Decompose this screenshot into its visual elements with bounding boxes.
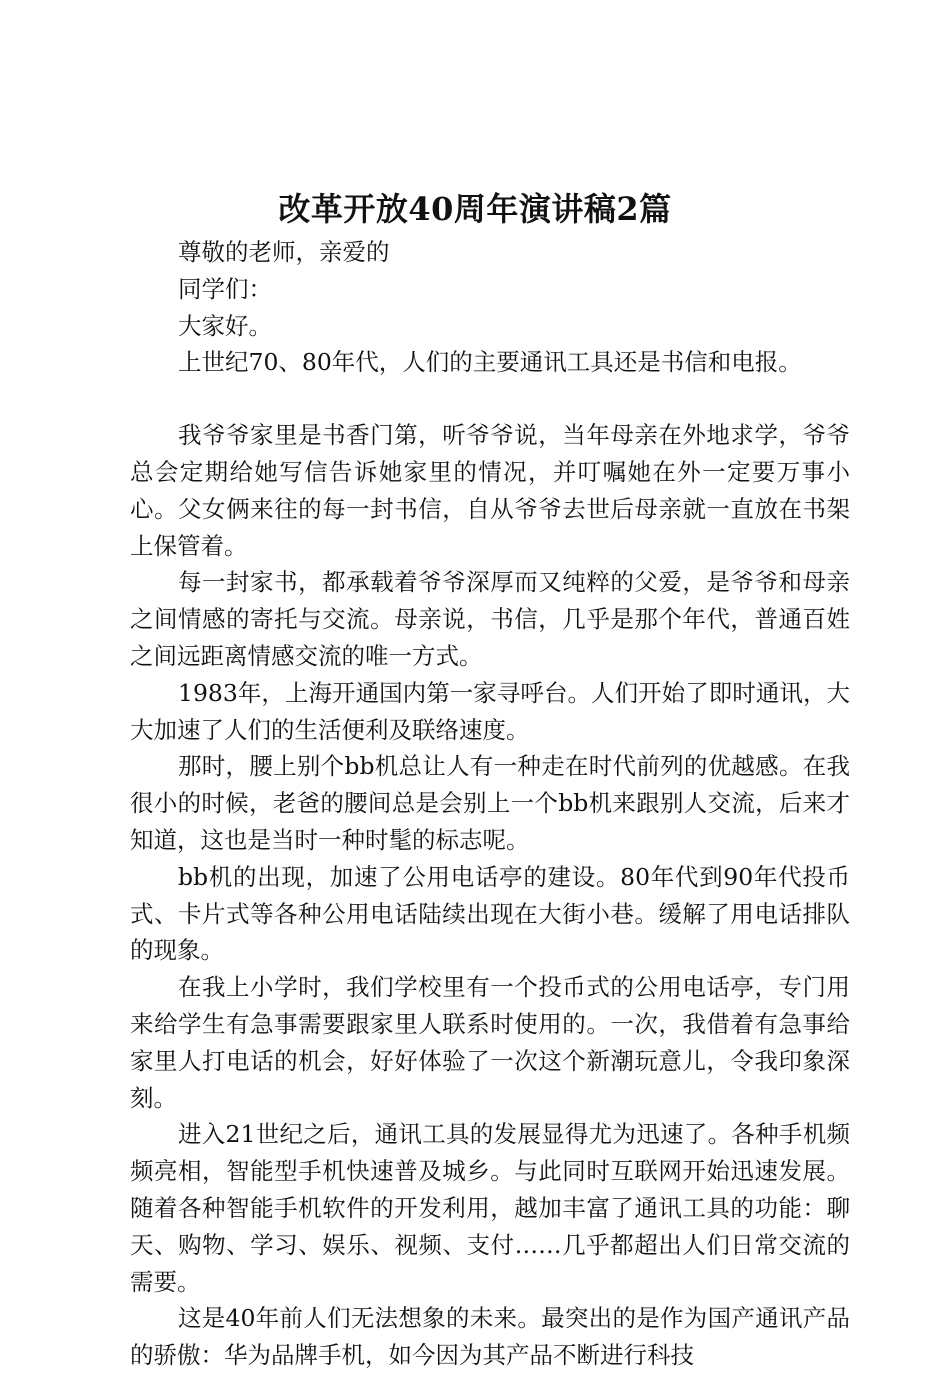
document-title: 改革开放40周年演讲稿2篇 <box>278 190 672 228</box>
paragraph-intro: 上世纪70、80年代，人们的主要通讯工具还是书信和电报。 <box>178 348 802 377</box>
paragraph-school-phone: 在我上小学时，我们学校里有一个投币式的公用电话亭，专门用来给学生有急事需要跟家里人联系时使用的。一次，我借着有急事给家里人打电话的机会，好好体验了一次这个新潮玩意儿，令我印象深刻。 <box>130 973 850 1112</box>
paragraph-huawei: 这是40年前人们无法想象的未来。最突出的是作为国产通讯产品的骄傲：华为品牌手机，如今因为其产品不断进行科技 <box>130 1304 850 1370</box>
document-body <box>130 234 850 1374</box>
paragraph-greeting-1: 尊敬的老师，亲爱的 <box>178 238 390 266</box>
paragraph-bb-pager: 那时，腰上别个bb机总让人有一种走在时代前列的优越感。在我很小的时候，老爸的腰间总是会别上一个bb机来跟别人交流，后来才知道，这也是当时一种时髦的标志呢。 <box>130 752 850 854</box>
paragraph-smartphones: 进入21世纪之后，通讯工具的发展显得尤为迅速了。各种手机频频亮相，智能型手机快速普及城乡。与此同时互联网开始迅速发展。随着各种智能手机软件的开发利用，越加丰富了通讯工具的功能：聊天、购物、学习、娱乐、视频、支付……几乎都超出人们日常交流的需要。 <box>130 1120 850 1296</box>
paragraph-phone-booth: bb机的出现，加速了公用电话亭的建设。80年代到90年代投币式、卡片式等各种公用电话陆续出现在大街小巷。缓解了用电话排队的现象。 <box>130 862 850 965</box>
paragraph-letters: 每一封家书，都承载着爷爷深厚而又纯粹的父爱，是爷爷和母亲之间情感的寄托与交流。母亲说，书信，几乎是那个年代，普通百姓之间远距离情感交流的唯一方式。 <box>130 568 850 670</box>
paragraph-grandfather: 我爷爷家里是书香门第，听爷爷说，当年母亲在外地求学，爷爷总会定期给她写信告诉她家里的情况，并叮嘱她在外一定要万事小心。父女俩来往的每一封书信，自从爷爷去世后母亲就一直放在书架上保管着。 <box>130 421 850 560</box>
paragraph-pager-station: 1983年，上海开通国内第一家寻呼台。人们开始了即时通讯，大大加速了人们的生活便利及联络速度。 <box>130 678 850 744</box>
paragraph-greeting-3: 大家好。 <box>178 311 272 340</box>
paragraph-greeting-2: 同学们： <box>178 274 272 303</box>
